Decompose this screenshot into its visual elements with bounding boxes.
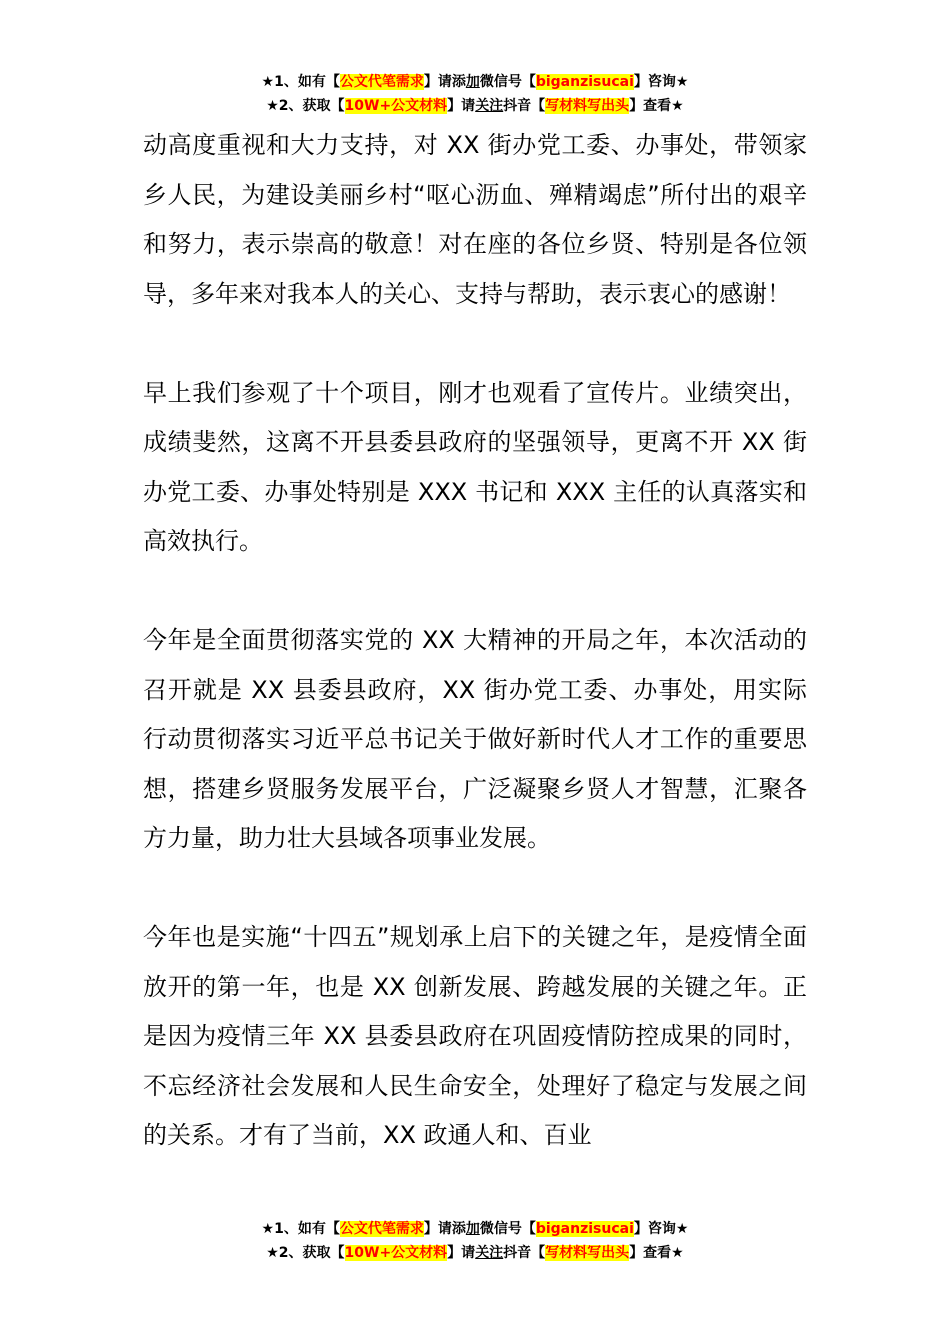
highlight-wechat-id: biganzisucai <box>535 74 634 90</box>
footer-banner <box>0 1217 950 1265</box>
highlight-service: 公文代笔需求 <box>339 74 424 90</box>
highlight-materials: 10W+公文材料 <box>344 98 448 114</box>
banner-line-1: ★1、如有【公文代笔需求】请添加微信号【biganzisucai】咨询★ <box>261 74 689 90</box>
highlight-materials: 10W+公文材料 <box>344 1245 448 1261</box>
paragraph-4: 今年也是实施“十四五”规划承上启下的关键之年，是疫情全面放开的第一年，也是 XX 创新发展、跨越发展的关键之年。正是因为疫情三年 XX 县委县政府在巩固疫情防控成果的同时，不忘经济社会发展和人民生命安全，处理好了稳定与发展之间的关系。才有了当前，XX 政通人和、百业 <box>143 923 807 1149</box>
paragraph-2: 早上我们参观了十个项目，刚才也观看了宣传片。业绩突出，成绩斐然，这离不开县委县政府的坚强领导，更离不开 XX 街办党工委、办事处特别是 XXX 书记和 XXX 主任的认真落实和高效执行。 <box>143 378 807 555</box>
highlight-wechat-id: biganzisucai <box>535 1221 634 1237</box>
footer-line-2: ★2、获取【10W+公文材料】请关注抖音【写材料写出头】查看★ <box>266 1245 684 1261</box>
highlight-service: 公文代笔需求 <box>339 1221 424 1237</box>
footer-line-1: ★1、如有【公文代笔需求】请添加微信号【biganzisucai】咨询★ <box>261 1221 689 1237</box>
banner-line-2: ★2、获取【10W+公文材料】请关注抖音【写材料写出头】查看★ <box>266 98 684 114</box>
paragraph-1: 动高度重视和大力支持，对 XX 街办党工委、办事处，带领家乡人民，为建设美丽乡村“呕心沥血、殚精竭虑”所付出的艰辛和努力，表示崇高的敬意！对在座的各位乡贤、特别是各位领导，多年来对我本人的关心、支持与帮助，表示衷心的感谢！ <box>143 131 807 308</box>
header-banner <box>0 70 950 118</box>
highlight-douyin: 写材料写出头 <box>545 98 630 114</box>
highlight-douyin: 写材料写出头 <box>545 1245 630 1261</box>
paragraph-3: 今年是全面贯彻落实党的 XX 大精神的开局之年，本次活动的召开就是 XX 县委县政府，XX 街办党工委、办事处，用实际行动贯彻落实习近平总书记关于做好新时代人才工作的重要思想，搭建乡贤服务发展平台，广泛凝聚乡贤人才智慧，汇聚各方力量，助力壮大县域各项事业发展。 <box>143 626 807 852</box>
document-body <box>143 121 807 1161</box>
